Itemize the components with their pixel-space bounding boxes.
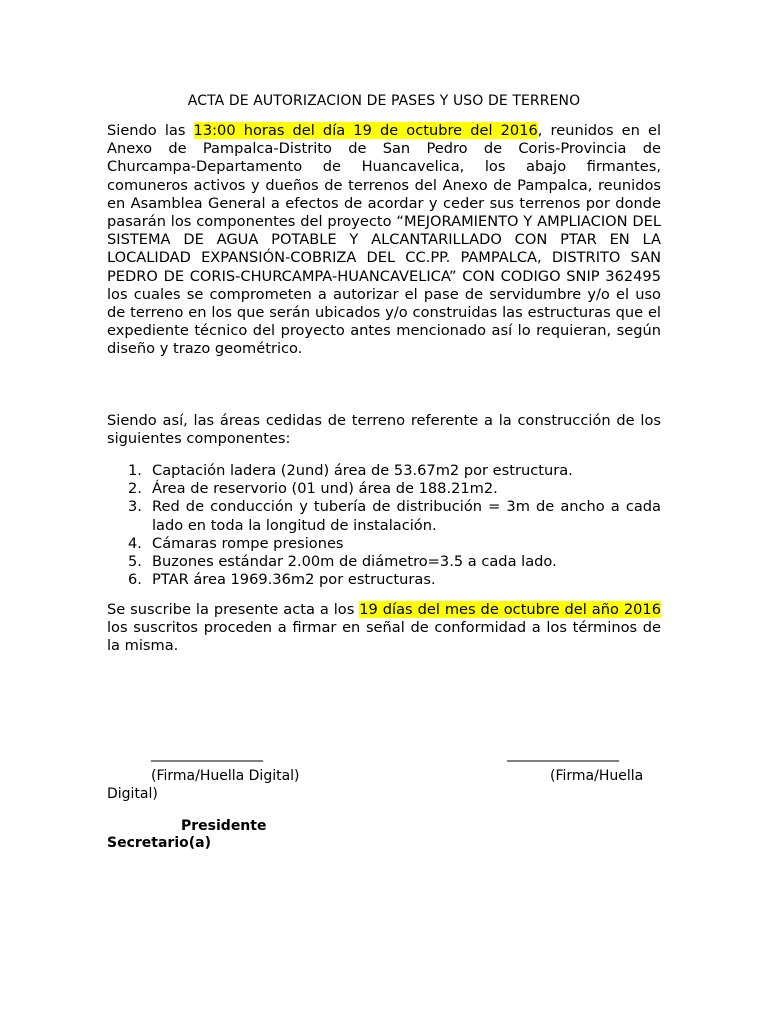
document-title: ACTA DE AUTORIZACION DE PASES Y USO DE TERRENO bbox=[187, 93, 581, 109]
signature-line-right: ________________ bbox=[507, 746, 619, 762]
firma-label-left: (Firma/Huella Digital) bbox=[151, 768, 300, 784]
list-item: 1. Captación ladera (2und) área de 53.67m2 por estructura. bbox=[128, 462, 573, 479]
role-presidente: Presidente bbox=[181, 818, 267, 834]
intro-highlight: 13:00 horas del día 19 de octubre del 2016 bbox=[193, 122, 538, 139]
components-list bbox=[107, 462, 661, 589]
closing-highlight: 19 días del mes de octubre del año 2016 bbox=[359, 601, 661, 618]
list-item: 4. Cámaras rompe presiones bbox=[128, 534, 344, 552]
closing-paragraph bbox=[107, 601, 661, 656]
list-item: 5. Buzones estándar 2.00m de diámetro=3.5 a cada lado. bbox=[128, 553, 557, 571]
intro-rest: , reunidos en el Anexo de Pampalca-Distrito de San Pedro de Coris-Provincia de Churcampa-Departamento de Huancavelica, los abajo firmantes, comuneros activos y dueños de terrenos del Anexo de Pampalca, reunidos en Asamblea General a efectos de acordar y ceder sus terrenos por donde pasarán los componentes del proyecto “MEJORAMIENTO Y AMPLIACION DEL SISTEMA DE AGUA POTABLE Y ALCANTARILLADO CON PTAR EN LA LOCALIDAD EXPANSIÓN-COBRIZA DEL CC.PP. PAMPALCA, DISTRITO SAN PEDRO DE CORIS-CHURCAMPA-HUANCAVELICA” CON CODIGO SNIP 362495 los cuales se comprometen a autorizar el pase de servidumbre y/o el uso de terreno en los que serán ubicados y/o construidas las estructuras que el expediente técnico del proyecto antes mencionado así lo requieran, según diseño y trazo geométrico. bbox=[107, 122, 662, 358]
closing-prefix: Se suscribe la presente acta a los bbox=[107, 601, 360, 618]
list-item: 6. PTAR área 1969.36m2 por estructuras. bbox=[128, 571, 436, 589]
closing-rest: los suscritos proceden a firmar en señal de conformidad a los términos de la misma. bbox=[107, 619, 661, 655]
intro-prefix: Siendo las bbox=[107, 122, 194, 139]
firma-label-right: (Firma/Huella bbox=[550, 768, 644, 784]
list-item: 2. Área de reservorio (01 und) área de 188.21m2. bbox=[128, 480, 498, 498]
intro-paragraph bbox=[107, 122, 661, 359]
role-secretario: Secretario(a) bbox=[107, 835, 211, 851]
list-item: 3. Red de conducción y tubería de distribución = 3m de ancho a cada lado en toda la longitud de instalación. bbox=[128, 498, 661, 534]
firma-label-right-cont: Digital) bbox=[107, 786, 158, 802]
signature-line-left: ________________ bbox=[151, 746, 263, 762]
areas-paragraph: Siendo así, las áreas cedidas de terreno referente a la construcción de los siguientes componentes: bbox=[107, 412, 661, 448]
